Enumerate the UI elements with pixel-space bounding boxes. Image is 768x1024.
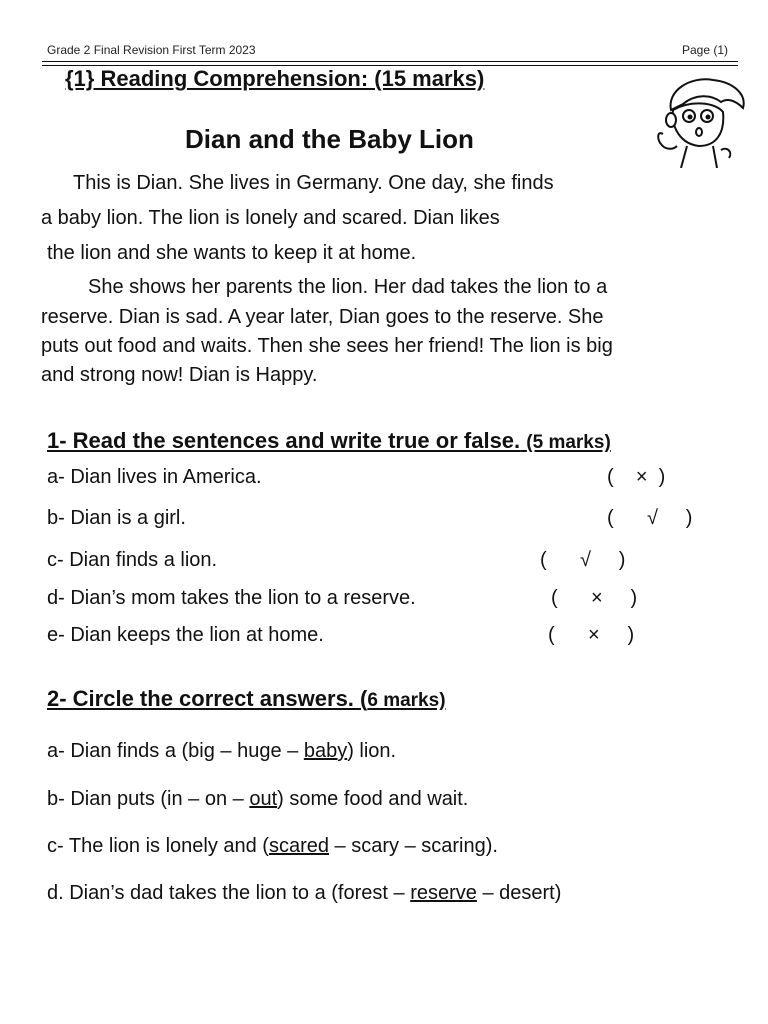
q2-marks: 6 marks): [367, 690, 446, 711]
header-left: Grade 2 Final Revision First Term 2023: [47, 43, 256, 57]
q1-item: a- Dian lives in America.: [47, 466, 262, 488]
q2-item: [47, 835, 498, 858]
q2-item-pre: a- Dian finds a (big – huge –: [47, 740, 304, 762]
q2-item-post: – scary – scaring).: [329, 835, 498, 857]
q2-item-post: ) some food and wait.: [277, 788, 469, 810]
story-line: a baby lion. The lion is lonely and scared. Dian likes: [41, 207, 500, 229]
story-title: Dian and the Baby Lion: [185, 124, 474, 154]
section-title: {1} Reading Comprehension: (15 marks): [65, 66, 485, 91]
q1-title: [47, 428, 611, 454]
story-line: She shows her parents the lion. Her dad takes the lion to a: [88, 276, 608, 298]
header-page-number: Page (1): [682, 43, 729, 57]
story-line: and strong now! Dian is Happy.: [41, 364, 318, 386]
q2-item-answer: scared: [268, 835, 329, 857]
q1-marks: (5 marks): [526, 432, 611, 453]
q2-item: [47, 882, 561, 905]
q1-title-text: 1- Read the sentences and write true or false.: [47, 428, 521, 453]
q2-item-post: – desert): [476, 882, 562, 904]
q2-item-answer: reserve: [410, 882, 477, 904]
q2-item-answer: out: [249, 788, 278, 810]
story-line: This is Dian. She lives in Germany. One day, she finds: [73, 172, 554, 194]
q1-answer: ( × ): [607, 466, 666, 488]
q2-item: [47, 788, 468, 811]
header-rule-top: [42, 61, 738, 62]
q1-item: d- Dian’s mom takes the lion to a reserve.: [47, 587, 416, 609]
q2-title: [47, 686, 446, 712]
q2-item-pre: b- Dian puts (in – on –: [47, 788, 250, 810]
q1-item: c- Dian finds a lion.: [47, 549, 218, 571]
q1-item: e- Dian keeps the lion at home.: [47, 624, 324, 646]
q2-item-pre: d. Dian’s dad takes the lion to a (forest –: [47, 882, 411, 904]
q1-answer: ( × ): [548, 624, 635, 646]
q2-item: [47, 740, 396, 763]
story-line: the lion and she wants to keep it at home.: [47, 242, 417, 264]
cartoon-boy-icon: [651, 72, 747, 168]
q2-item-answer: baby: [303, 740, 348, 762]
q1-answer: ( √ ): [540, 549, 626, 571]
q1-item: b- Dian is a girl.: [47, 507, 186, 529]
q1-answer: ( √ ): [607, 507, 693, 529]
q1-answer: ( × ): [551, 587, 638, 609]
q2-item-post: ) lion.: [347, 740, 397, 762]
story-line: puts out food and waits. Then she sees her friend! The lion is big: [41, 335, 613, 357]
q2-title-text: 2- Circle the correct answers. (: [47, 686, 368, 711]
story-line: reserve. Dian is sad. A year later, Dian goes to the reserve. She: [41, 306, 604, 328]
q2-item-pre: c- The lion is lonely and (: [47, 835, 269, 857]
